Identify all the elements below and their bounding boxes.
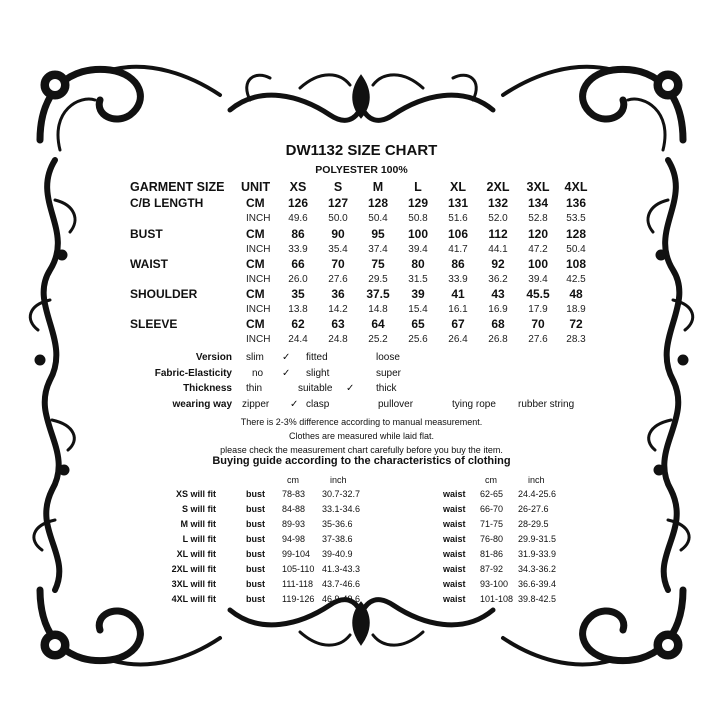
guide-waist-inch: 34.3-36.2 <box>518 564 557 574</box>
cm-value: 72 <box>569 317 583 331</box>
guide-bust-label: bust <box>246 519 265 529</box>
cm-value: 63 <box>331 317 345 331</box>
inch-value: 27.6 <box>528 334 548 345</box>
attribute-option: slim <box>246 352 264 363</box>
guide-waist-inch-header: inch <box>528 475 545 485</box>
guide-bust-inch: 30.7-32.7 <box>322 489 361 499</box>
guide-bust-label: bust <box>246 594 265 604</box>
cm-value: 108 <box>565 257 587 271</box>
unit-inch-c-b-length: INCH <box>246 213 271 224</box>
inch-value: 50.8 <box>408 213 428 224</box>
unit-cm-sleeve: CM <box>246 317 265 331</box>
cm-value: 127 <box>327 196 349 210</box>
guide-waist-inch: 26-27.6 <box>518 504 549 514</box>
inch-value: 24.8 <box>328 334 348 345</box>
cm-value: 126 <box>287 196 309 210</box>
cm-value: 41 <box>451 287 465 301</box>
guide-bust-inch: 41.3-43.3 <box>322 564 361 574</box>
size-header-xl: XL <box>450 180 466 194</box>
inch-value: 35.4 <box>328 244 348 255</box>
right-vine-ornament <box>648 160 693 590</box>
guide-bust-inch: 35-36.6 <box>322 519 353 529</box>
guide-bust-cm: 84-88 <box>282 504 306 514</box>
guide-size-label: XL will fit <box>176 549 216 559</box>
inch-value: 17.9 <box>528 304 548 315</box>
size-header-2xl: 2XL <box>486 180 510 194</box>
cm-value: 68 <box>491 317 505 331</box>
row-label-shoulder: SHOULDER <box>130 287 198 301</box>
inch-value: 13.8 <box>288 304 308 315</box>
cm-value: 86 <box>291 227 305 241</box>
inch-value: 16.9 <box>488 304 508 315</box>
unit-cm-c-b-length: CM <box>246 196 265 210</box>
inch-value: 14.8 <box>368 304 388 315</box>
guide-size-label: S will fit <box>181 504 216 514</box>
cm-value: 100 <box>527 257 549 271</box>
guide-waist-label: waist <box>443 519 466 529</box>
cm-value: 39 <box>411 287 425 301</box>
inch-value: 25.2 <box>368 334 388 345</box>
inch-value: 39.4 <box>408 244 428 255</box>
guide-waist-cm: 81-86 <box>480 549 504 559</box>
attribute-label: Version <box>195 352 232 363</box>
inch-value: 33.9 <box>288 244 308 255</box>
guide-waist-inch: 36.6-39.4 <box>518 579 557 589</box>
check-mark-icon: ✓ <box>346 383 355 394</box>
guide-bust-inch: 33.1-34.6 <box>322 504 361 514</box>
guide-bust-label: bust <box>246 489 265 499</box>
guide-waist-inch: 39.8-42.5 <box>518 594 557 604</box>
cm-value: 112 <box>488 227 508 241</box>
cm-value: 131 <box>447 196 469 210</box>
cm-value: 80 <box>411 257 425 271</box>
inch-value: 14.2 <box>328 304 348 315</box>
attribute-option: clasp <box>306 399 330 410</box>
guide-size-label: XS will fit <box>175 489 216 499</box>
row-label-waist: WAIST <box>130 257 168 271</box>
buying-guide-title: Buying guide according to the characteristics of clothing <box>212 455 511 467</box>
guide-bust-label: bust <box>246 579 265 589</box>
note-check-chart: please check the measurement chart carefully before you buy the item. <box>220 445 503 455</box>
corner-ornament-top-left <box>40 67 220 150</box>
inch-value: 24.4 <box>288 334 308 345</box>
bottom-crest-ornament <box>230 600 493 645</box>
guide-bust-inch: 39-40.9 <box>322 549 353 559</box>
left-vine-ornament <box>30 160 75 590</box>
guide-waist-label: waist <box>443 579 466 589</box>
cm-value: 106 <box>447 227 469 241</box>
attribute-label: Thickness <box>183 383 232 394</box>
cm-value: 48 <box>569 287 583 301</box>
inch-value: 16.1 <box>448 304 468 315</box>
guide-bust-label: bust <box>246 564 265 574</box>
check-mark-icon: ✓ <box>282 352 291 363</box>
cm-value: 86 <box>451 257 465 271</box>
cm-value: 92 <box>491 257 505 271</box>
unit-cm-waist: CM <box>246 257 265 271</box>
cm-value: 134 <box>527 196 549 210</box>
guide-bust-inch: 43.7-46.6 <box>322 579 361 589</box>
inch-value: 51.6 <box>448 213 468 224</box>
unit-header: UNIT <box>241 180 271 194</box>
inch-value: 41.7 <box>448 244 468 255</box>
attribute-label: Fabric-Elasticity <box>154 368 232 379</box>
inch-value: 39.4 <box>528 274 548 285</box>
inch-value: 50.0 <box>328 213 348 224</box>
guide-waist-label: waist <box>443 534 466 544</box>
inch-value: 18.9 <box>566 304 586 315</box>
guide-bust-inch-header: inch <box>330 475 347 485</box>
inch-value: 29.5 <box>368 274 388 285</box>
inch-value: 37.4 <box>368 244 388 255</box>
guide-size-label: 4XL will fit <box>171 594 216 604</box>
attribute-option: loose <box>376 352 400 363</box>
guide-size-label: 3XL will fit <box>171 579 216 589</box>
inch-value: 49.6 <box>288 213 308 224</box>
cm-value: 64 <box>371 317 385 331</box>
size-header-3xl: 3XL <box>526 180 550 194</box>
attribute-option: rubber string <box>518 399 575 410</box>
size-header-xs: XS <box>289 180 307 194</box>
guide-bust-cm: 94-98 <box>282 534 306 544</box>
inch-value: 47.2 <box>528 244 548 255</box>
guide-waist-cm: 76-80 <box>480 534 504 544</box>
cm-value: 62 <box>291 317 305 331</box>
unit-inch-bust: INCH <box>246 244 271 255</box>
cm-value: 37.5 <box>366 287 390 301</box>
corner-ornament-top-right <box>503 67 683 150</box>
inch-value: 53.5 <box>566 213 586 224</box>
check-mark-icon: ✓ <box>282 368 291 379</box>
attribute-option: thick <box>376 383 397 394</box>
cm-value: 95 <box>371 227 385 241</box>
guide-waist-cm: 71-75 <box>480 519 504 529</box>
unit-cm-bust: CM <box>246 227 265 241</box>
cm-value: 128 <box>565 227 587 241</box>
unit-inch-waist: INCH <box>246 274 271 285</box>
inch-value: 26.8 <box>488 334 508 345</box>
cm-value: 67 <box>451 317 465 331</box>
attribute-label: wearing way <box>172 399 232 410</box>
row-label-sleeve: SLEEVE <box>130 317 178 331</box>
unit-inch-shoulder: INCH <box>246 304 271 315</box>
cm-value: 65 <box>411 317 425 331</box>
guide-size-label: L will fit <box>182 534 216 544</box>
inch-value: 44.1 <box>488 244 508 255</box>
attribute-option: no <box>252 368 264 379</box>
cm-value: 100 <box>407 227 429 241</box>
unit-cm-shoulder: CM <box>246 287 265 301</box>
inch-value: 26.4 <box>448 334 468 345</box>
inch-value: 52.8 <box>528 213 548 224</box>
attribute-option: suitable <box>298 383 333 394</box>
row-label-bust: BUST <box>130 227 163 241</box>
size-header-l: L <box>414 180 422 194</box>
inch-value: 36.2 <box>488 274 508 285</box>
chart-title: DW1132 SIZE CHART <box>285 142 438 159</box>
guide-waist-cm: 101-108 <box>480 594 514 604</box>
cm-value: 36 <box>331 287 345 301</box>
guide-waist-cm: 66-70 <box>480 504 504 514</box>
guide-bust-label: bust <box>246 549 265 559</box>
cm-value: 43 <box>491 287 505 301</box>
check-mark-icon: ✓ <box>290 399 299 410</box>
cm-value: 70 <box>531 317 545 331</box>
note-laid-flat: Clothes are measured while laid flat. <box>288 431 435 441</box>
inch-value: 50.4 <box>368 213 388 224</box>
guide-bust-label: bust <box>246 534 265 544</box>
cm-value: 35 <box>291 287 305 301</box>
guide-bust-cm: 99-104 <box>282 549 311 559</box>
guide-size-label: M will fit <box>180 519 216 529</box>
guide-waist-label: waist <box>443 504 466 514</box>
inch-value: 33.9 <box>448 274 468 285</box>
guide-bust-cm: 105-110 <box>282 564 315 574</box>
cm-value: 70 <box>331 257 345 271</box>
guide-waist-label: waist <box>443 594 466 604</box>
attribute-option: thin <box>246 383 263 394</box>
guide-bust-label: bust <box>246 504 265 514</box>
guide-bust-cm: 111-118 <box>282 579 314 589</box>
cm-value: 45.5 <box>526 287 550 301</box>
guide-bust-cm: 89-93 <box>282 519 306 529</box>
guide-waist-inch: 29.9-31.5 <box>518 534 557 544</box>
cm-value: 129 <box>407 196 429 210</box>
material-label: POLYESTER 100% <box>315 164 408 176</box>
inch-value: 50.4 <box>566 244 586 255</box>
cm-value: 136 <box>565 196 587 210</box>
guide-waist-cm: 87-92 <box>480 564 504 574</box>
inch-value: 52.0 <box>488 213 508 224</box>
cm-value: 66 <box>291 257 305 271</box>
attribute-option: slight <box>306 368 330 379</box>
unit-inch-sleeve: INCH <box>246 334 271 345</box>
size-header-4xl: 4XL <box>564 180 588 194</box>
attribute-option: pullover <box>378 399 414 410</box>
guide-waist-cm: 93-100 <box>480 579 509 589</box>
cm-value: 75 <box>371 257 385 271</box>
attribute-option: zipper <box>242 399 270 410</box>
size-header-s: S <box>333 180 343 194</box>
guide-bust-inch: 46.9-49.6 <box>322 594 361 604</box>
inch-value: 25.6 <box>408 334 428 345</box>
guide-waist-label: waist <box>443 549 466 559</box>
guide-size-label: 2XL will fit <box>171 564 216 574</box>
cm-value: 132 <box>487 196 509 210</box>
inch-value: 27.6 <box>328 274 348 285</box>
attribute-option: fitted <box>306 352 328 363</box>
row-label-c-b-length: C/B LENGTH <box>130 196 204 210</box>
inch-value: 15.4 <box>408 304 428 315</box>
guide-waist-label: waist <box>443 489 466 499</box>
guide-waist-label: waist <box>443 564 466 574</box>
inch-value: 26.0 <box>288 274 308 285</box>
cm-value: 120 <box>527 227 549 241</box>
guide-waist-inch: 24.4-25.6 <box>518 489 557 499</box>
top-crest-ornament <box>230 75 493 120</box>
guide-waist-cm-header: cm <box>485 475 497 485</box>
guide-bust-cm-header: cm <box>287 475 299 485</box>
attribute-option: super <box>376 368 402 379</box>
attribute-option: tying rope <box>452 399 496 410</box>
guide-bust-inch: 37-38.6 <box>322 534 353 544</box>
guide-waist-inch: 31.9-33.9 <box>518 549 557 559</box>
guide-bust-cm: 78-83 <box>282 489 306 499</box>
inch-value: 28.3 <box>566 334 586 345</box>
inch-value: 42.5 <box>566 274 586 285</box>
cm-value: 128 <box>367 196 389 210</box>
garment-size-header: GARMENT SIZE <box>130 180 225 194</box>
guide-waist-inch: 28-29.5 <box>518 519 549 529</box>
note-difference: There is 2-3% difference according to manual measurement. <box>240 417 483 427</box>
guide-bust-cm: 119-126 <box>282 594 315 604</box>
cm-value: 90 <box>331 227 345 241</box>
size-header-m: M <box>372 180 384 194</box>
guide-waist-cm: 62-65 <box>480 489 504 499</box>
inch-value: 31.5 <box>408 274 428 285</box>
